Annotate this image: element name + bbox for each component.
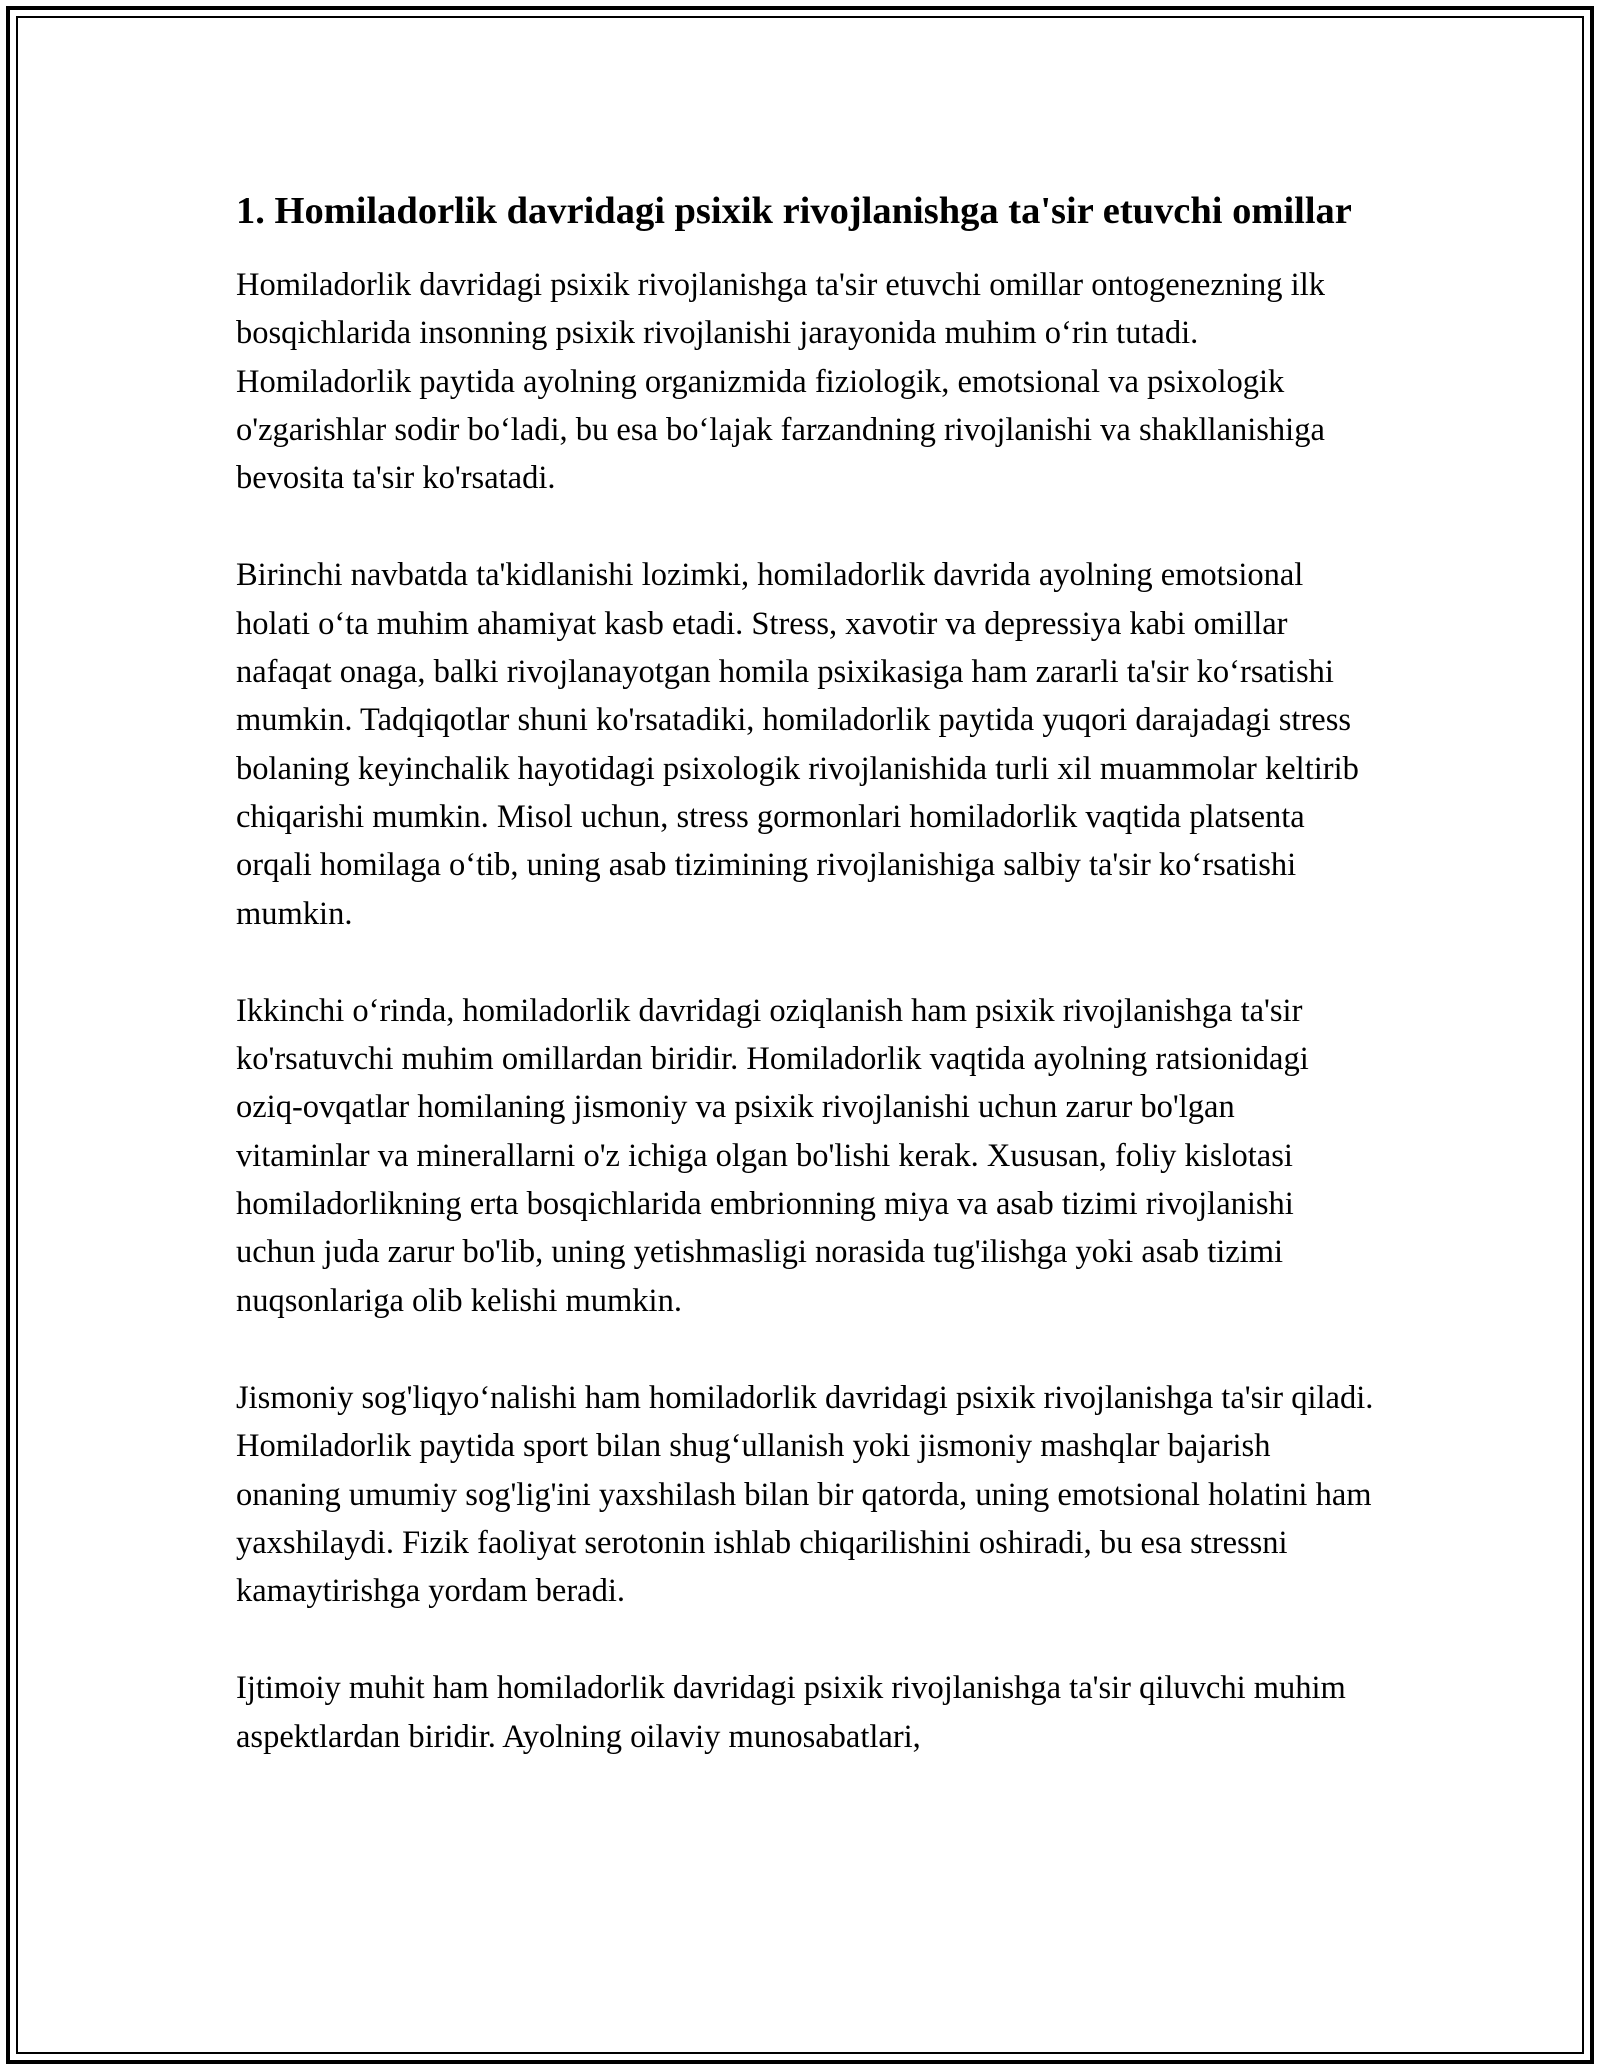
paragraph-1: Homiladorlik davridagi psixik rivojlanishga ta'sir etuvchi omillar ontogenezning ilk bosqichlarida insonning psixik rivojlanishi jarayonida muhim o‘rin tutadi. Homiladorlik paytida ayolning organizmida fiziologik, emotsional va psixologik o'zgarishlar sodir bo‘ladi, bu esa bo‘lajak farzandning rivojlanishi va shakllanishiga bevosita ta'sir ko'rsatadi.: [236, 267, 1325, 497]
document-title: 1. Homiladorlik davridagi psixik rivojlanishga ta'sir etuvchi omillar: [236, 190, 1352, 232]
paragraph-4: Jismoniy sog'liqyo‘nalishi ham homiladorlik davridagi psixik rivojlanishga ta'sir qiladi. Homiladorlik paytida sport bilan shug‘ullanish yoki jismoniy mashqlar bajarish onaning umumiy sog'lig'ini yaxshilash bilan bir qatorda, uning emotsional holatini ham yaxshilaydi. Fizik faoliyat serotonin ishlab chiqarilishini oshiradi, bu esa stressni kamaytirishga yordam beradi.: [236, 1379, 1374, 1610]
paragraph-3: Ikkinchi o‘rinda, homiladorlik davridagi oziqlanish ham psixik rivojlanishga ta'sir ko'rsatuvchi muhim omillardan biridir. Homiladorlik vaqtida ayolning ratsionidagi oziq-ovqatlar homilaning jismoniy va psixik rivojlanishi uchun zarur bo'lgan vitaminlar va minerallarni o'z ichiga olgan bo'lishi kerak. Xususan, foliy kislotasi homiladorlikning erta bosqichlarida embrionning miya va asab tizimi rivojlanishi uchun juda zarur bo'lib, uning yetishmasligi norasida tug'ilishga yoki asab tizimi nuqsonlariga olib kelishi mumkin.: [236, 992, 1309, 1319]
document-body: [236, 184, 1376, 1810]
paragraph-5: Ijtimoiy muhit ham homiladorlik davridagi psixik rivojlanishga ta'sir qiluvchi muhim aspektlardan biridir. Ayolning oilaviy munosabatlari,: [236, 1670, 1346, 1755]
paragraph-2: Birinchi navbatda ta'kidlanishi lozimki, homiladorlik davrida ayolning emotsional holati o‘ta muhim ahamiyat kasb etadi. Stress, xavotir va depressiya kabi omillar nafaqat onaga, balki rivojlanayotgan homila psixikasiga ham zararli ta'sir ko‘rsatishi mumkin. Tadqiqotlar shuni ko'rsatadiki, homiladorlik paytida yuqori darajadagi stress bolaning keyinchalik hayotidagi psixologik rivojlanishida turli xil muammolar keltirib chiqarishi mumkin. Misol uchun, stress gormonlari homiladorlik vaqtida platsenta orqali homilaga o‘tib, uning asab tizimining rivojlanishiga salbiy ta'sir ko‘rsatishi mumkin.: [236, 557, 1359, 932]
